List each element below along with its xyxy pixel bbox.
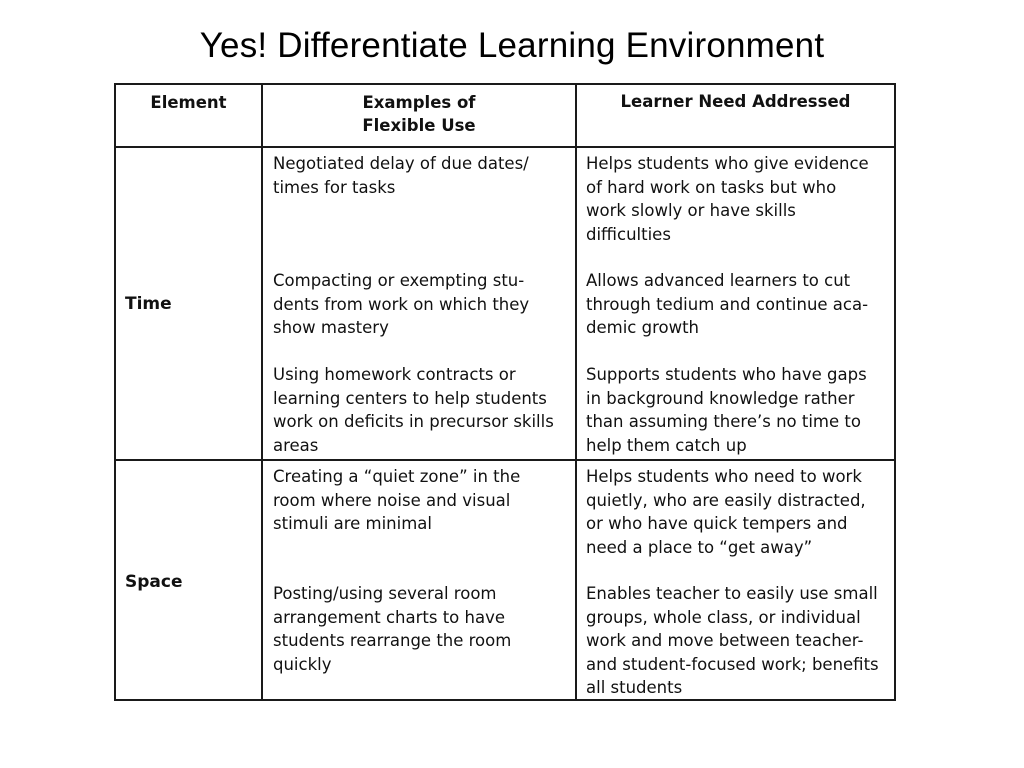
example-cell: Negotiated delay of due dates/ times for tasks [273, 154, 529, 197]
header-element: Element [150, 93, 227, 112]
need-cell: Supports students who have gaps in background knowledge rather than assuming there’s no time to help them catch up [586, 365, 867, 455]
need-cell: Allows advanced learners to cut through tedium and continue aca- demic growth [586, 271, 869, 337]
header-examples: Examples of Flexible Use [362, 93, 476, 135]
example-cell: Using homework contracts or learning centers to help students work on deficits in precursor skills areas [273, 365, 554, 455]
slide-title: Yes! Differentiate Learning Environment [199, 26, 825, 65]
environment-table [114, 83, 896, 701]
example-cell: Creating a “quiet zone” in the room where noise and visual stimuli are minimal [273, 467, 521, 533]
need-cell: Helps students who need to work quietly, who are easily distracted, or who have quick tempers and need a place to “get away” [586, 467, 866, 557]
element-label-time: Time [125, 294, 172, 314]
element-label-space: Space [125, 572, 183, 592]
header-learner-need: Learner Need Addressed [620, 92, 851, 111]
column-divider [261, 85, 263, 699]
header-divider [116, 146, 894, 148]
need-cell: Helps students who give evidence of hard work on tasks but who work slowly or have skills difficulties [586, 154, 869, 244]
example-cell: Posting/using several room arrangement charts to have students rearrange the room quickly [273, 584, 512, 674]
need-cell: Enables teacher to easily use small groups, whole class, or individual work and move between teacher- and student-focused work; benefits all students [586, 584, 879, 697]
row-divider [116, 459, 894, 461]
column-divider [575, 85, 577, 699]
example-cell: Compacting or exempting stu- dents from work on which they show mastery [273, 271, 530, 337]
